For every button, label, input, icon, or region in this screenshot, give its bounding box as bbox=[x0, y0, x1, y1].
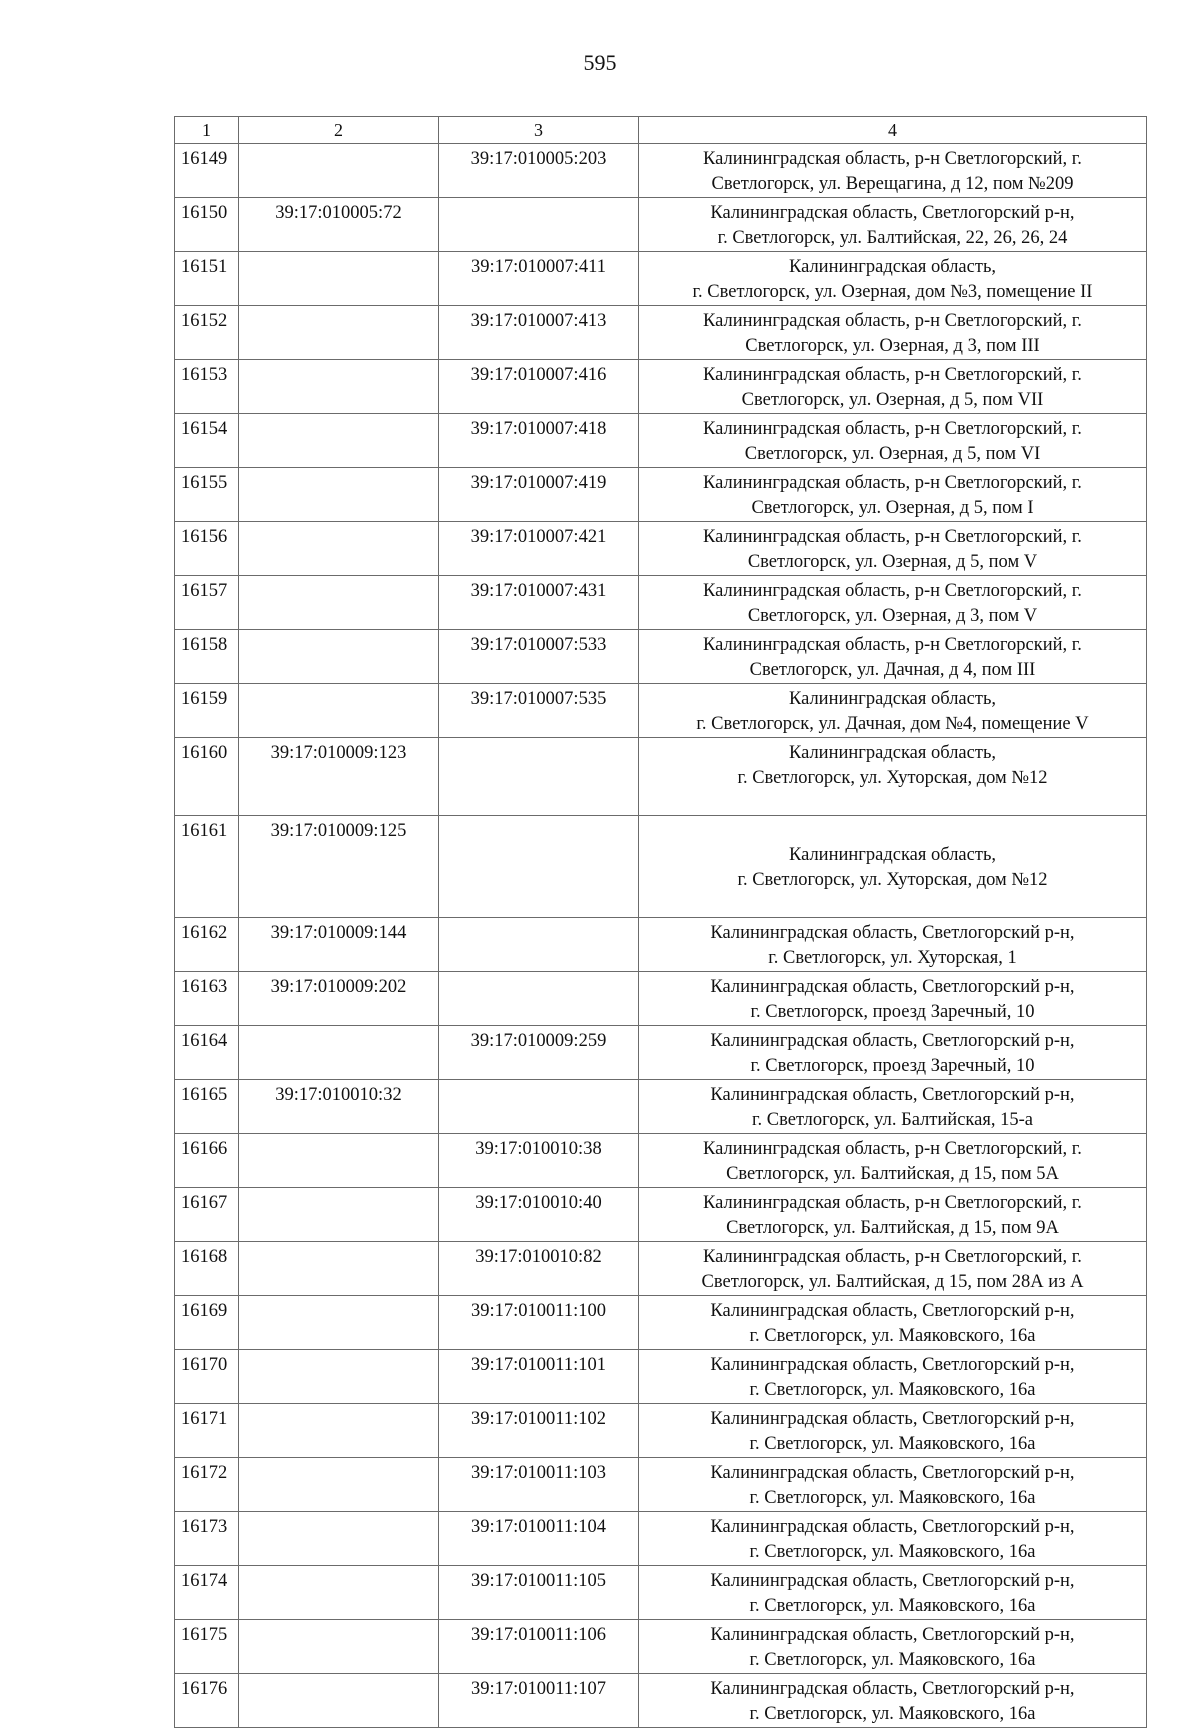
cadastral-number-col3: 39:17:010011:105 bbox=[439, 1566, 639, 1620]
address: Калининградская область, Светлогорский р-н, г. Светлогорск, проезд Заречный, 10 bbox=[639, 1026, 1147, 1080]
address: Калининградская область, р-н Светлогорский, г. Светлогорск, ул. Озерная, д 5, пом VII bbox=[639, 360, 1147, 414]
table-row bbox=[175, 1134, 1147, 1188]
cadastral-number-col2 bbox=[239, 1620, 439, 1674]
row-number: 16165 bbox=[175, 1080, 239, 1134]
cadastral-number-col2: 39:17:010009:144 bbox=[239, 918, 439, 972]
cadastral-number-col3 bbox=[439, 918, 639, 972]
cadastral-number-col2: 39:17:010010:32 bbox=[239, 1080, 439, 1134]
row-number: 16151 bbox=[175, 252, 239, 306]
row-number: 16156 bbox=[175, 522, 239, 576]
row-number: 16153 bbox=[175, 360, 239, 414]
table-row bbox=[175, 144, 1147, 198]
cadastral-number-col3: 39:17:010011:101 bbox=[439, 1350, 639, 1404]
table-row bbox=[175, 522, 1147, 576]
cadastral-number-col2 bbox=[239, 1566, 439, 1620]
address: Калининградская область, р-н Светлогорский, г. Светлогорск, ул. Озерная, д 3, пом III bbox=[639, 306, 1147, 360]
cadastral-number-col3: 39:17:010007:419 bbox=[439, 468, 639, 522]
cadastral-number-col2 bbox=[239, 360, 439, 414]
row-number: 16166 bbox=[175, 1134, 239, 1188]
cadastral-number-col2 bbox=[239, 684, 439, 738]
address: Калининградская область, Светлогорский р-н, г. Светлогорск, ул. Маяковского, 16а bbox=[639, 1512, 1147, 1566]
cadastral-number-col3: 39:17:010010:40 bbox=[439, 1188, 639, 1242]
table-row bbox=[175, 576, 1147, 630]
row-number: 16169 bbox=[175, 1296, 239, 1350]
row-number: 16158 bbox=[175, 630, 239, 684]
table-row bbox=[175, 1404, 1147, 1458]
cadastral-number-col3: 39:17:010010:82 bbox=[439, 1242, 639, 1296]
column-header-1: 1 bbox=[175, 117, 239, 144]
cadastral-number-col2 bbox=[239, 630, 439, 684]
cadastral-number-col2 bbox=[239, 1512, 439, 1566]
row-number: 16157 bbox=[175, 576, 239, 630]
table-row bbox=[175, 1080, 1147, 1134]
page-number: 595 bbox=[583, 50, 617, 75]
row-number: 16149 bbox=[175, 144, 239, 198]
table-row bbox=[175, 468, 1147, 522]
row-number: 16164 bbox=[175, 1026, 239, 1080]
cadastral-number-col2: 39:17:010009:123 bbox=[239, 738, 439, 816]
cadastral-number-col3: 39:17:010007:535 bbox=[439, 684, 639, 738]
address: Калининградская область, р-н Светлогорский, г. Светлогорск, ул. Дачная, д 4, пом III bbox=[639, 630, 1147, 684]
table-row bbox=[175, 738, 1147, 816]
cadastral-number-col3 bbox=[439, 1080, 639, 1134]
row-number: 16174 bbox=[175, 1566, 239, 1620]
row-number: 16150 bbox=[175, 198, 239, 252]
cadastral-number-col2 bbox=[239, 144, 439, 198]
table-row bbox=[175, 1350, 1147, 1404]
cadastral-number-col3: 39:17:010007:421 bbox=[439, 522, 639, 576]
cadastral-number-col3: 39:17:010011:106 bbox=[439, 1620, 639, 1674]
cadastral-number-col2 bbox=[239, 1188, 439, 1242]
column-header-2: 2 bbox=[239, 117, 439, 144]
row-number: 16154 bbox=[175, 414, 239, 468]
cadastral-number-col2 bbox=[239, 1404, 439, 1458]
cadastral-number-col2: 39:17:010009:125 bbox=[239, 816, 439, 918]
address: Калининградская область, г. Светлогорск, ул. Хуторская, дом №12 bbox=[639, 738, 1147, 816]
table-body bbox=[175, 144, 1147, 1728]
cadastral-number-col2: 39:17:010009:202 bbox=[239, 972, 439, 1026]
address: Калининградская область, р-н Светлогорский, г. Светлогорск, ул. Балтийская, д 15, пом 9А bbox=[639, 1188, 1147, 1242]
row-number: 16176 bbox=[175, 1674, 239, 1728]
cadastral-number-col3: 39:17:010007:431 bbox=[439, 576, 639, 630]
table-header-row bbox=[175, 117, 1147, 144]
address: Калининградская область, Светлогорский р-н, г. Светлогорск, ул. Маяковского, 16а bbox=[639, 1674, 1147, 1728]
row-number: 16159 bbox=[175, 684, 239, 738]
row-number: 16155 bbox=[175, 468, 239, 522]
table-row bbox=[175, 198, 1147, 252]
cadastral-number-col2 bbox=[239, 252, 439, 306]
row-number: 16175 bbox=[175, 1620, 239, 1674]
cadastral-number-col2 bbox=[239, 1350, 439, 1404]
table-row bbox=[175, 306, 1147, 360]
cadastral-number-col2: 39:17:010005:72 bbox=[239, 198, 439, 252]
row-number: 16161 bbox=[175, 816, 239, 918]
table-row bbox=[175, 918, 1147, 972]
address: Калининградская область, Светлогорский р-н, г. Светлогорск, ул. Маяковского, 16а bbox=[639, 1404, 1147, 1458]
cadastral-number-col3: 39:17:010007:411 bbox=[439, 252, 639, 306]
cadastral-number-col3: 39:17:010011:102 bbox=[439, 1404, 639, 1458]
cadastral-number-col2 bbox=[239, 522, 439, 576]
table-row bbox=[175, 1026, 1147, 1080]
table-row bbox=[175, 1458, 1147, 1512]
address: Калининградская область, р-н Светлогорский, г. Светлогорск, ул. Балтийская, д 15, пом 5А bbox=[639, 1134, 1147, 1188]
cadastral-number-col3: 39:17:010007:416 bbox=[439, 360, 639, 414]
table-row bbox=[175, 972, 1147, 1026]
cadastral-number-col2 bbox=[239, 1458, 439, 1512]
cadastral-number-col3: 39:17:010007:413 bbox=[439, 306, 639, 360]
address: Калининградская область, р-н Светлогорский, г. Светлогорск, ул. Озерная, д 5, пом I bbox=[639, 468, 1147, 522]
address: Калининградская область, г. Светлогорск, ул. Озерная, дом №3, помещение II bbox=[639, 252, 1147, 306]
row-number: 16162 bbox=[175, 918, 239, 972]
table-row bbox=[175, 1566, 1147, 1620]
address: Калининградская область, Светлогорский р-н, г. Светлогорск, ул. Маяковского, 16а bbox=[639, 1620, 1147, 1674]
column-header-3: 3 bbox=[439, 117, 639, 144]
address: Калининградская область, Светлогорский р-н, г. Светлогорск, ул. Балтийская, 15-а bbox=[639, 1080, 1147, 1134]
table-row bbox=[175, 1188, 1147, 1242]
address: Калининградская область, г. Светлогорск, ул. Дачная, дом №4, помещение V bbox=[639, 684, 1147, 738]
cadastral-number-col3 bbox=[439, 738, 639, 816]
cadastral-number-col3: 39:17:010010:38 bbox=[439, 1134, 639, 1188]
address: Калининградская область, р-н Светлогорский, г. Светлогорск, ул. Озерная, д 5, пом VI bbox=[639, 414, 1147, 468]
cadastral-number-col3: 39:17:010009:259 bbox=[439, 1026, 639, 1080]
column-header-4: 4 bbox=[639, 117, 1147, 144]
address: Калининградская область, р-н Светлогорский, г. Светлогорск, ул. Балтийская, д 15, пом 28А из А bbox=[639, 1242, 1147, 1296]
address: Калининградская область, Светлогорский р-н, г. Светлогорск, ул. Маяковского, 16а bbox=[639, 1566, 1147, 1620]
address: Калининградская область, Светлогорский р-н, г. Светлогорск, проезд Заречный, 10 bbox=[639, 972, 1147, 1026]
cadastral-number-col2 bbox=[239, 576, 439, 630]
row-number: 16170 bbox=[175, 1350, 239, 1404]
register-table bbox=[174, 116, 1147, 1728]
table-row bbox=[175, 630, 1147, 684]
cadastral-number-col2 bbox=[239, 1674, 439, 1728]
address: Калининградская область, Светлогорский р-н, г. Светлогорск, ул. Балтийская, 22, 26, 26, 24 bbox=[639, 198, 1147, 252]
cadastral-number-col3: 39:17:010011:103 bbox=[439, 1458, 639, 1512]
table-row bbox=[175, 360, 1147, 414]
row-number: 16167 bbox=[175, 1188, 239, 1242]
cadastral-number-col2 bbox=[239, 306, 439, 360]
table-row bbox=[175, 1242, 1147, 1296]
cadastral-number-col3 bbox=[439, 198, 639, 252]
address: Калининградская область, р-н Светлогорский, г. Светлогорск, ул. Озерная, д 5, пом V bbox=[639, 522, 1147, 576]
table-row bbox=[175, 252, 1147, 306]
address: Калининградская область, Светлогорский р-н, г. Светлогорск, ул. Маяковского, 16а bbox=[639, 1458, 1147, 1512]
cadastral-number-col3: 39:17:010007:533 bbox=[439, 630, 639, 684]
table-row bbox=[175, 1620, 1147, 1674]
cadastral-number-col2 bbox=[239, 414, 439, 468]
row-number: 16152 bbox=[175, 306, 239, 360]
cadastral-number-col3: 39:17:010005:203 bbox=[439, 144, 639, 198]
address: Калининградская область, Светлогорский р-н, г. Светлогорск, ул. Маяковского, 16а bbox=[639, 1350, 1147, 1404]
cadastral-number-col3 bbox=[439, 816, 639, 918]
cadastral-number-col3: 39:17:010007:418 bbox=[439, 414, 639, 468]
address: Калининградская область, Светлогорский р-н, г. Светлогорск, ул. Хуторская, 1 bbox=[639, 918, 1147, 972]
address: Калининградская область, Светлогорский р-н, г. Светлогорск, ул. Маяковского, 16а bbox=[639, 1296, 1147, 1350]
cadastral-number-col3: 39:17:010011:104 bbox=[439, 1512, 639, 1566]
cadastral-number-col2 bbox=[239, 1134, 439, 1188]
cadastral-number-col3: 39:17:010011:107 bbox=[439, 1674, 639, 1728]
table-row bbox=[175, 816, 1147, 918]
cadastral-number-col3: 39:17:010011:100 bbox=[439, 1296, 639, 1350]
row-number: 16163 bbox=[175, 972, 239, 1026]
address: Калининградская область, р-н Светлогорский, г. Светлогорск, ул. Озерная, д 3, пом V bbox=[639, 576, 1147, 630]
table-row bbox=[175, 1512, 1147, 1566]
cadastral-number-col2 bbox=[239, 468, 439, 522]
table-row bbox=[175, 1674, 1147, 1728]
row-number: 16171 bbox=[175, 1404, 239, 1458]
row-number: 16160 bbox=[175, 738, 239, 816]
cadastral-number-col3 bbox=[439, 972, 639, 1026]
table-row bbox=[175, 414, 1147, 468]
table-row bbox=[175, 1296, 1147, 1350]
address: Калининградская область, р-н Светлогорский, г. Светлогорск, ул. Верещагина, д 12, пом №209 bbox=[639, 144, 1147, 198]
address: Калининградская область, г. Светлогорск, ул. Хуторская, дом №12 bbox=[639, 816, 1147, 918]
cadastral-number-col2 bbox=[239, 1242, 439, 1296]
row-number: 16173 bbox=[175, 1512, 239, 1566]
row-number: 16172 bbox=[175, 1458, 239, 1512]
cadastral-number-col2 bbox=[239, 1296, 439, 1350]
cadastral-number-col2 bbox=[239, 1026, 439, 1080]
table-row bbox=[175, 684, 1147, 738]
row-number: 16168 bbox=[175, 1242, 239, 1296]
